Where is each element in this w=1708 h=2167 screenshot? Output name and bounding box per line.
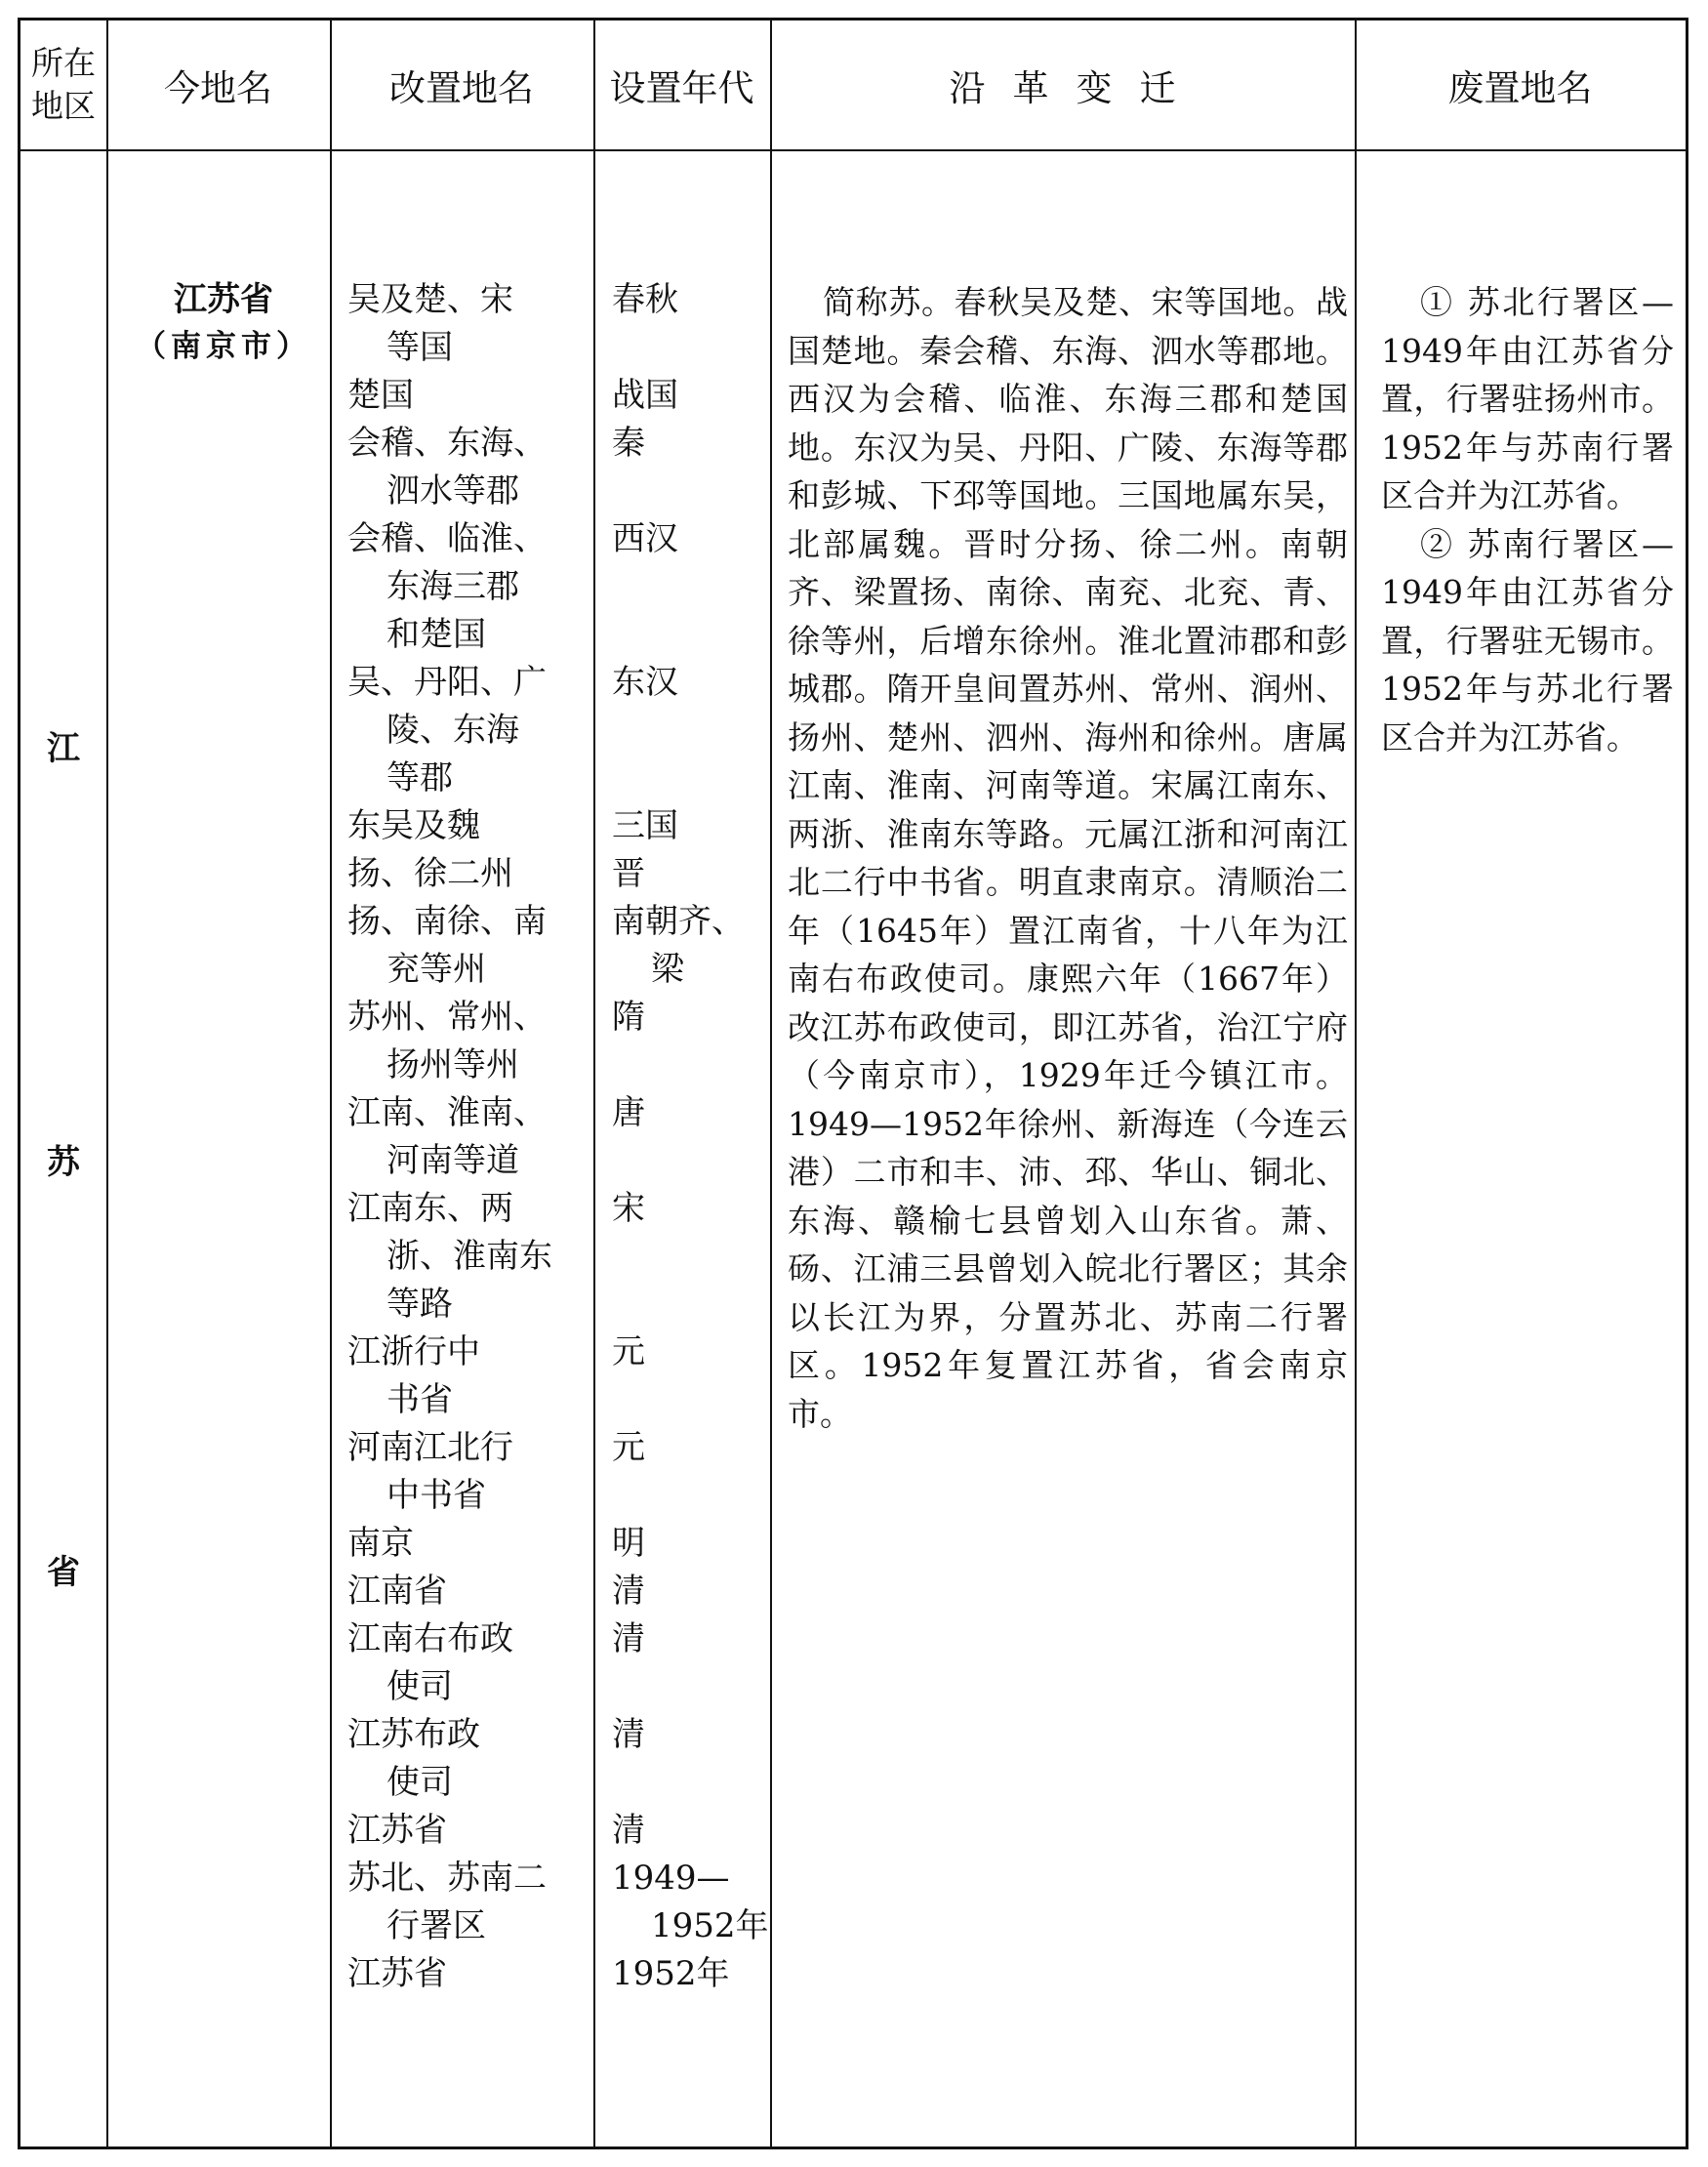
era	[612, 659, 776, 707]
era	[612, 420, 776, 468]
era-line: 战国	[612, 376, 678, 415]
header-abolished: 废置地名	[1447, 67, 1593, 109]
column-divider	[1355, 20, 1357, 2147]
modern-place	[128, 276, 319, 370]
era	[612, 1855, 776, 1950]
era-line: 秦	[612, 424, 645, 463]
era	[612, 1089, 776, 1137]
header-history: 沿革变迁	[949, 67, 1203, 109]
era-line: 晋	[612, 854, 645, 893]
former-name-line: 河南江北行	[347, 1428, 513, 1467]
era	[612, 1520, 776, 1568]
era	[612, 276, 776, 324]
era-line: 清	[612, 1715, 645, 1754]
era	[612, 1424, 776, 1472]
era-line: 唐	[612, 1093, 645, 1132]
era-line: 梁	[651, 950, 684, 989]
era-line: 明	[612, 1524, 645, 1563]
history-text: 简称苏。春秋吴及楚、宋等国地。战国楚地。秦会稽、东海、泗水等郡地。西汉为会稽、临淮、东海三郡和楚国地。东汉为吴、丹阳、广陵、东海等郡和彭城、下邳等国地。三国地属东吴，北部属魏。晋时分扬、徐二州。南朝齐、梁置扬、南徐、南兖、北兖、青、徐等州，后增东徐州。淮北置沛郡和彭城郡。隋开皇间置苏州、常州、润州、扬州、楚州、泗州、海州和徐州。唐属江南、淮南、河南等道。宋属江南东、两浙、淮南东等路。元属江浙和河南江北二行中书省。明直隶南京。清顺治二年（1645年）置江南省，十八年为江南右布政使司。康熙六年（1667年）改江苏布政使司，即江苏省，治江宁府（今南京市），1929年迁今镇江市。1949—1952年徐州、新海连（今连云港）二市和丰、沛、邳、华山、铜北、东海、赣榆七县曾划入山东省。萧、砀、江浦三县曾划入皖北行署区；其余以长江为界，分置苏北、苏南二行署区。1952年复置江苏省，省会南京市。	[788, 283, 1348, 1433]
former-name-line: 扬州等州	[386, 1045, 519, 1084]
era-line: 西汉	[612, 519, 678, 558]
era	[612, 898, 776, 994]
former-name-line: 浙、淮南东	[386, 1237, 552, 1276]
former-name-line: 河南等道	[386, 1141, 519, 1180]
former-name-line: 行署区	[386, 1906, 486, 1945]
era-line: 清	[612, 1619, 645, 1658]
former-name	[347, 1950, 572, 1998]
column-divider	[106, 20, 108, 2147]
former-name-line: 江苏省	[347, 1811, 447, 1850]
era	[612, 1711, 776, 1759]
former-name-line: 书省	[386, 1380, 453, 1419]
abolished-entry: ② 苏南行署区—1949年由江苏省分置，行署驻无锡市。1952年与苏北行署区合并为江苏省。	[1381, 524, 1674, 756]
former-name-line: 苏州、常州、	[347, 998, 547, 1037]
former-name-line: 使司	[386, 1763, 453, 1802]
former-name	[347, 515, 572, 659]
era	[612, 802, 776, 850]
former-name-line: 陵、东海	[386, 711, 519, 750]
former-name-line: 江浙行中	[347, 1332, 480, 1371]
era	[612, 994, 776, 1042]
era-line: 1949—	[612, 1859, 730, 1898]
former-name-line: 江苏布政	[347, 1715, 480, 1754]
former-name-line: 扬、徐二州	[347, 854, 513, 893]
abolished-list	[1381, 278, 1674, 761]
era	[612, 1329, 776, 1376]
column-divider	[593, 20, 595, 2147]
era-line: 清	[612, 1811, 645, 1850]
former-name-line: 江苏省	[347, 1954, 447, 1993]
abolished-entry: ① 苏北行署区—1949年由江苏省分置，行署驻扬州市。1952年与苏南行署区合并为江苏省。	[1381, 283, 1674, 514]
former-name	[347, 994, 572, 1089]
era	[612, 1615, 776, 1663]
era	[612, 372, 776, 420]
former-name	[347, 1424, 572, 1520]
former-name-line: 江南东、两	[347, 1189, 513, 1228]
era	[612, 1185, 776, 1233]
former-name-line: 吴及楚、宋	[347, 280, 513, 319]
region-char: 省	[47, 1553, 80, 1592]
era-line: 三国	[612, 806, 678, 845]
former-name-line: 等郡	[386, 758, 453, 797]
modern-place-capital: （南京市）	[136, 329, 311, 364]
era	[612, 850, 776, 898]
former-name	[347, 1615, 572, 1711]
former-name	[347, 1089, 572, 1185]
former-name	[347, 659, 572, 802]
header-era: 设置年代	[609, 67, 754, 109]
former-name-line: 等国	[386, 328, 453, 367]
era-line: 春秋	[612, 280, 678, 319]
gazetteer-table	[18, 18, 1688, 2149]
former-name-line: 扬、南徐、南	[347, 902, 547, 941]
era-line: 宋	[612, 1189, 645, 1228]
former-name-line: 东吴及魏	[347, 806, 480, 845]
former-name	[347, 1520, 572, 1568]
former-name	[347, 1807, 572, 1855]
former-name	[347, 1855, 572, 1950]
era-line: 清	[612, 1572, 645, 1611]
former-name	[347, 1329, 572, 1424]
column-divider	[330, 20, 332, 2147]
former-name-line: 江南右布政	[347, 1619, 513, 1658]
former-name	[347, 276, 572, 372]
era-line: 隋	[612, 998, 645, 1037]
era	[612, 1568, 776, 1615]
former-name-line: 中书省	[386, 1476, 486, 1515]
era	[612, 1807, 776, 1855]
era	[612, 1950, 776, 1998]
era-line: 元	[612, 1332, 645, 1371]
former-name-line: 和楚国	[386, 615, 486, 654]
era-line: 元	[612, 1428, 645, 1467]
former-name-line: 楚国	[347, 376, 414, 415]
former-name-line: 江南省	[347, 1572, 447, 1611]
former-name	[347, 1711, 572, 1807]
former-name	[347, 1568, 572, 1615]
region-char: 江	[47, 729, 80, 768]
region-char: 苏	[47, 1143, 80, 1182]
era	[612, 515, 776, 563]
former-name-line: 南京	[347, 1524, 414, 1563]
former-name	[347, 372, 572, 420]
former-name-line: 泗水等郡	[386, 471, 519, 511]
era-line: 1952年	[612, 1954, 730, 1993]
former-name	[347, 802, 572, 850]
former-name-line: 会稽、东海、	[347, 424, 547, 463]
modern-place-name: 江苏省	[174, 280, 273, 319]
former-name	[347, 1185, 572, 1329]
header-former-name: 改置地名	[389, 67, 534, 109]
former-name-line: 东海三郡	[386, 567, 519, 606]
header-divider	[20, 149, 1686, 151]
era-line: 1952年	[651, 1906, 769, 1945]
header-modern-name: 今地名	[164, 67, 272, 109]
header-region: 所在地区	[31, 44, 96, 125]
former-name-line: 等路	[386, 1285, 453, 1324]
former-name-line: 兖等州	[386, 950, 486, 989]
former-name-line: 吴、丹阳、广	[347, 663, 547, 702]
era-line: 南朝齐、	[612, 902, 745, 941]
former-name-line: 江南、淮南、	[347, 1093, 547, 1132]
former-name-line: 会稽、临淮、	[347, 519, 547, 558]
former-name	[347, 850, 572, 898]
era-line: 东汉	[612, 663, 678, 702]
former-name-line: 苏北、苏南二	[347, 1859, 547, 1898]
former-name-line: 使司	[386, 1667, 453, 1706]
former-name	[347, 898, 572, 994]
former-name	[347, 420, 572, 515]
